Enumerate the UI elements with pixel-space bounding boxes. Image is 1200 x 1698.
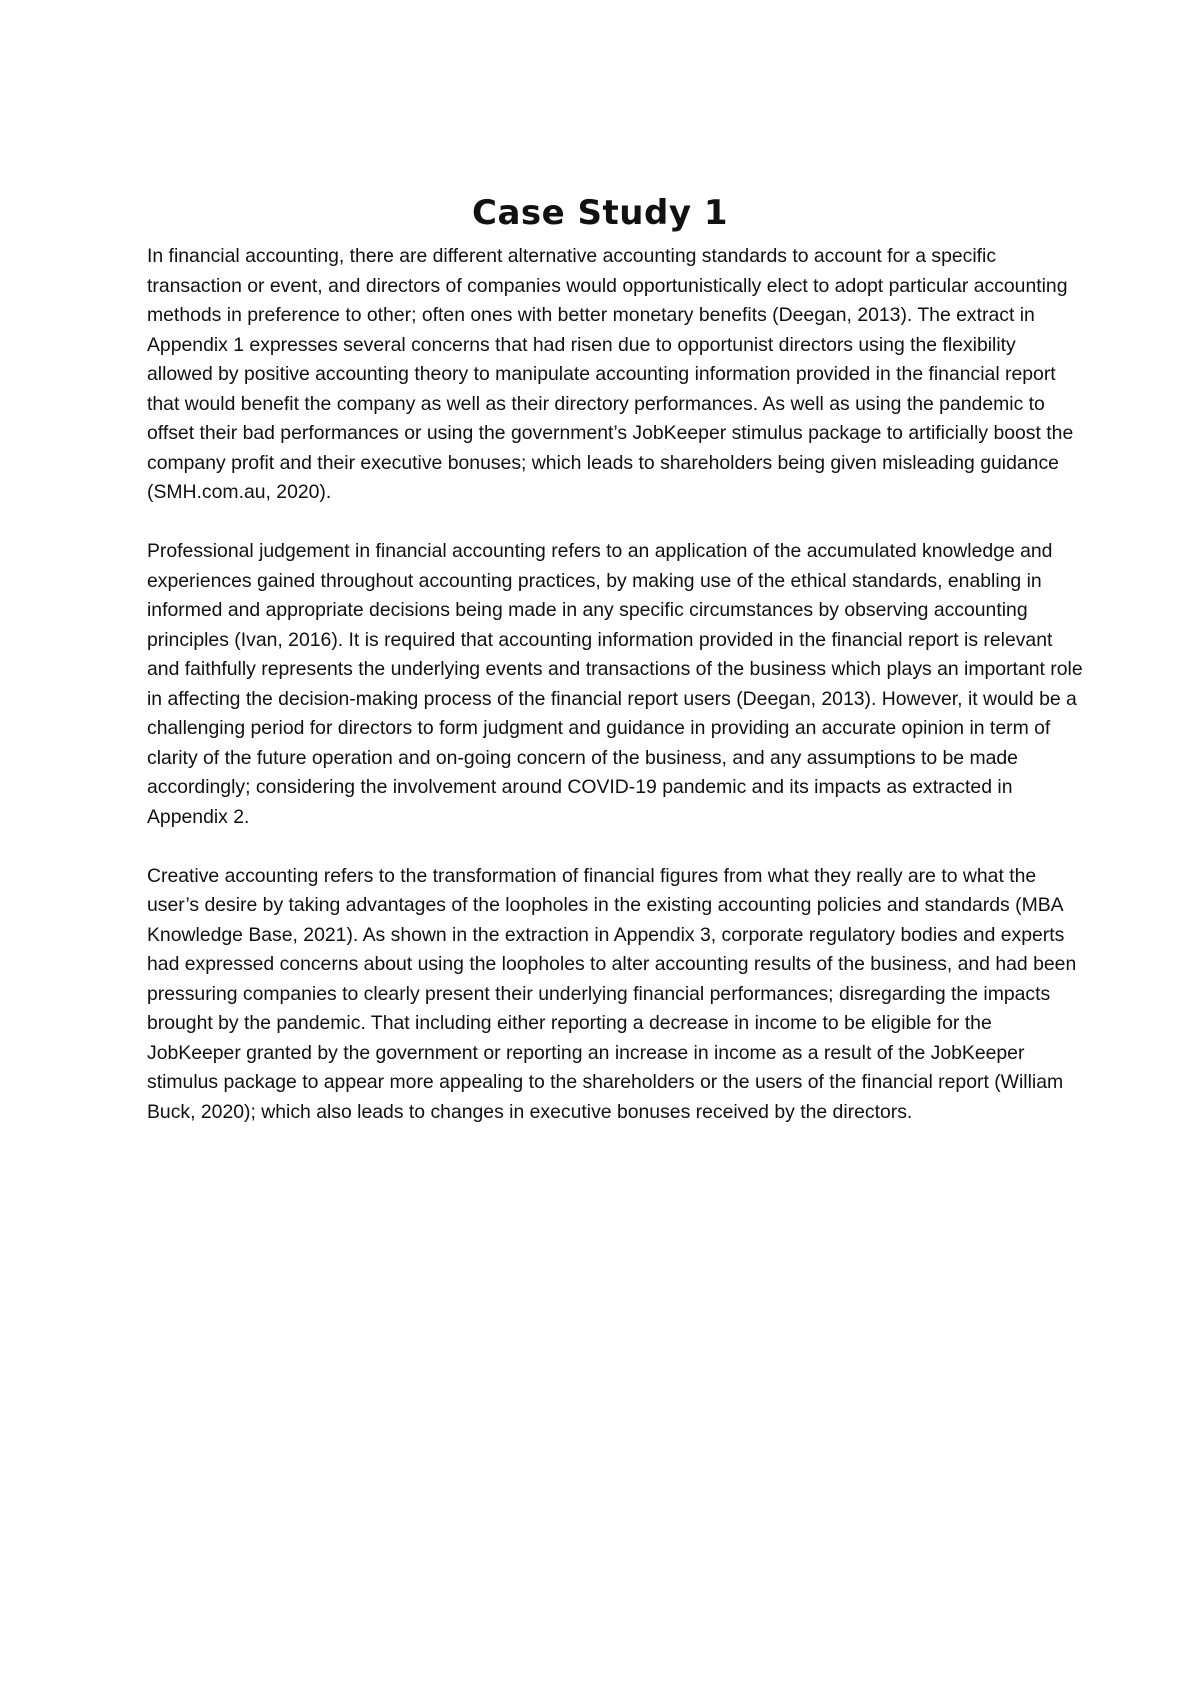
paragraph-positive-accounting-theory: In financial accounting, there are different alternative accounting standards to account for a specific transaction or event, and directors of companies would opportunistically elect to adopt particular accounting methods in preference to other; often ones with better monetary benefits (Deegan, 2013). The extract in Appendix 1 expresses several concerns that had risen due to opportunist directors using the flexibility allowed by positive accounting theory to manipulate accounting information provided in the financial report that would benefit the company as well as their directory performances. As well as using the pandemic to offset their bad performances or using the government’s JobKeeper stimulus package to artificially boost the company profit and their executive bonuses; which leads to shareholders being given misleading guidance (SMH.com.au, 2020). xyxy=(147,245,1074,503)
page-title: Case Study 1 xyxy=(472,192,728,233)
document-body xyxy=(147,242,1083,1157)
paragraph-professional-judgement: Professional judgement in financial accounting refers to an application of the accumulated knowledge and experiences gained throughout accounting practices, by making use of the ethical standards, enabling in informed and appropriate decisions being made in any specific circumstances by observing accounting principles (Ivan, 2016). It is required that accounting information provided in the financial report is relevant and faithfully represents the underlying events and transactions of the business which plays an important role in affecting the decision-making process of the financial report users (Deegan, 2013). However, it would be a challenging period for directors to form judgment and guidance in providing an accurate opinion in term of clarity of the future operation and on-going concern of the business, and any assumptions to be made accordingly; considering the involvement around COVID-19 pandemic and its impacts as extracted in Appendix 2. xyxy=(147,540,1083,828)
paragraph-creative-accounting: Creative accounting refers to the transformation of financial figures from what they really are to what the user’s desire by taking advantages of the loopholes in the existing accounting policies and standards (MBA Knowledge Base, 2021). As shown in the extraction in Appendix 3, corporate regulatory bodies and experts had expressed concerns about using the loopholes to alter accounting results of the business, and had been pressuring companies to clearly present their underlying financial performances; disregarding the impacts brought by the pandemic. That including either reporting a decrease in income to be eligible for the JobKeeper granted by the government or reporting an increase in income as a result of the JobKeeper stimulus package to appear more appealing to the shareholders or the users of the financial report (William Buck, 2020); which also leads to changes in executive bonuses received by the directors. xyxy=(147,864,1077,1123)
